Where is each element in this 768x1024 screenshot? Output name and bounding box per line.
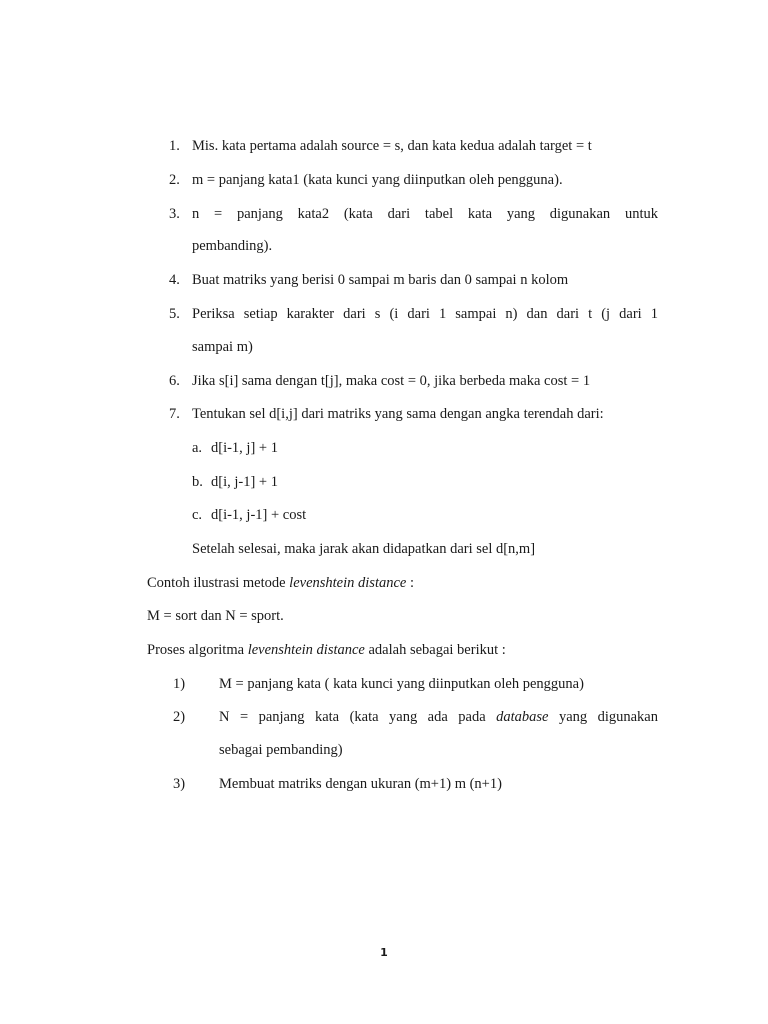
result-paragraph: Setelah selesai, maka jarak akan didapatkan dari sel d[n,m] (192, 541, 536, 557)
list-item-continuation: pembanding). (192, 238, 273, 254)
step-continuation: sebagai pembanding) (219, 742, 343, 758)
list-number: 2. (169, 172, 180, 188)
list-item-text: m = panjang kata1 (kata kunci yang diinputkan oleh pengguna). (192, 172, 563, 188)
example-line: M = sort dan N = sport. (147, 608, 284, 624)
list-number: 4. (169, 272, 180, 288)
list-number: 6. (169, 373, 180, 389)
step-number: 1) (173, 676, 186, 692)
sublist-letter: a. (192, 440, 203, 456)
paragraph-text: adalah sebagai berikut : (364, 642, 506, 658)
list-item-continuation: sampai m) (192, 339, 253, 355)
step-text: Membuat matriks dengan ukuran (m+1) m (n+1) (219, 776, 502, 792)
list-item-text: Periksa setiap karakter dari s (i dari 1 sampai n) dan dari t (j dari 1 (192, 306, 658, 322)
step-number: 3) (173, 776, 186, 792)
sublist-item-text: d[i-1, j-1] + cost (211, 507, 307, 523)
paragraph-text: : (406, 575, 414, 591)
page-number: 1 (380, 946, 388, 959)
sublist-letter: c. (192, 507, 203, 523)
list-item-text: Mis. kata pertama adalah source = s, dan kata kedua adalah target = t (192, 138, 592, 154)
list-number: 1. (169, 138, 180, 154)
step-text-part: N = panjang kata (kata yang ada pada (219, 709, 497, 725)
italic-term: database (496, 709, 549, 725)
list-number: 7. (169, 406, 180, 422)
example-intro-paragraph (147, 574, 414, 592)
list-item-text: Buat matriks yang berisi 0 sampai m baris dan 0 sampai n kolom (192, 272, 569, 288)
list-item-text: Jika s[i] sama dengan t[j], maka cost = 0, jika berbeda maka cost = 1 (192, 373, 591, 389)
italic-term: levenshtein distance (289, 575, 407, 591)
sublist-item-text: d[i, j-1] + 1 (211, 474, 278, 490)
step-number: 2) (173, 709, 186, 725)
sublist-letter: b. (192, 474, 203, 490)
step-text (219, 708, 658, 726)
list-number: 3. (169, 206, 180, 222)
step-text-part: yang digunakan (548, 709, 658, 725)
sublist-item-text: d[i-1, j] + 1 (211, 440, 278, 456)
list-item-text: Tentukan sel d[i,j] dari matriks yang sama dengan angka terendah dari: (192, 406, 604, 422)
paragraph-text: Contoh ilustrasi metode (147, 575, 290, 591)
list-number: 5. (169, 306, 180, 322)
list-item-text: n = panjang kata2 (kata dari tabel kata yang digunakan untuk (192, 206, 658, 222)
paragraph-text: Proses algoritma (147, 642, 248, 658)
italic-term: levenshtein distance (247, 642, 365, 658)
process-intro-paragraph (147, 641, 506, 659)
step-text: M = panjang kata ( kata kunci yang diinputkan oleh pengguna) (219, 676, 584, 692)
